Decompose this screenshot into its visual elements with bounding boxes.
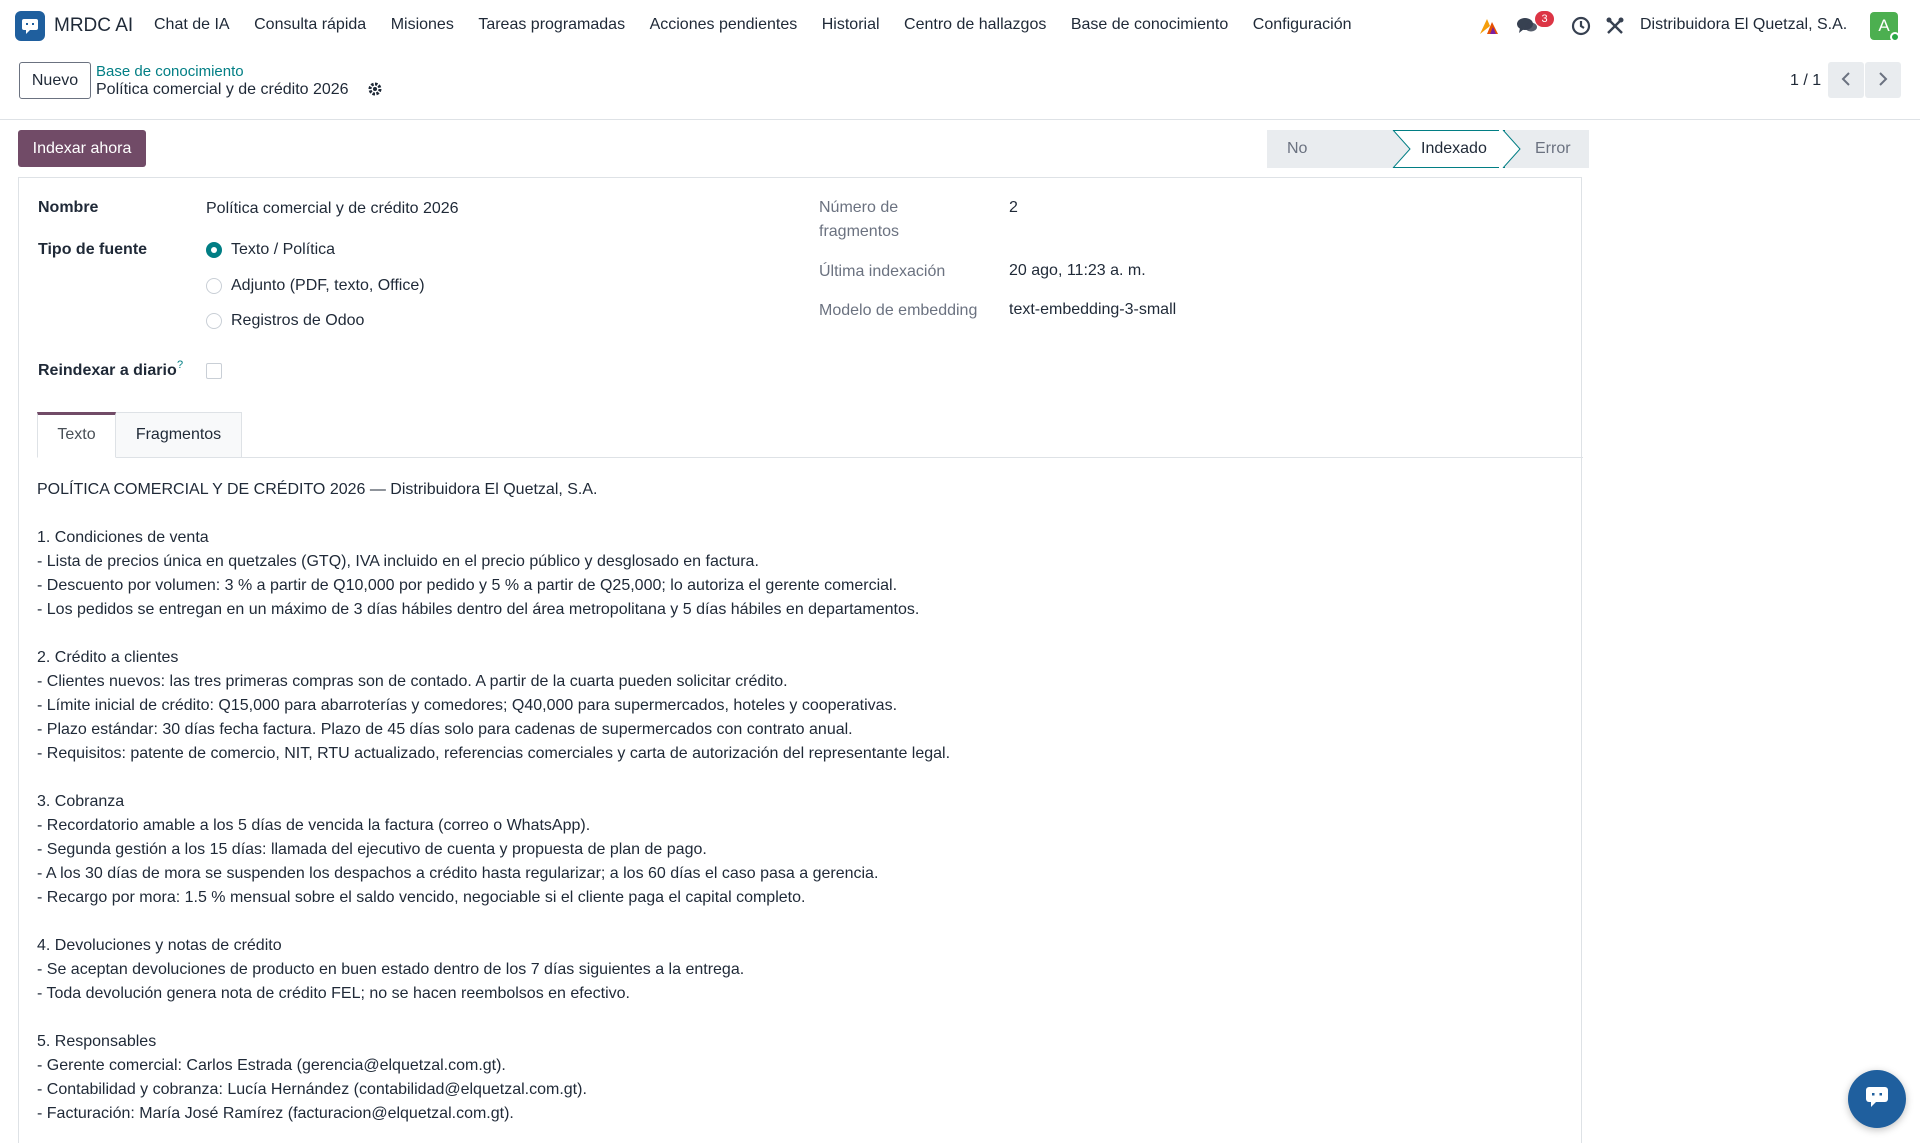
ai-spark-icon[interactable] (1478, 15, 1500, 37)
policy-line: - Contabilidad y cobranza: Lucía Hernández (contabilidad@elquetzal.com.gt). (37, 1081, 587, 1098)
menu-item-missions[interactable]: Misiones (390, 16, 454, 33)
policy-line: - Facturación: María José Ramírez (facturacion@elquetzal.com.gt). (37, 1105, 514, 1122)
chat-launcher-button[interactable] (1848, 1070, 1906, 1128)
source-radio-text[interactable] (206, 242, 222, 258)
policy-line: - Gerente comercial: Carlos Estrada (gerencia@elquetzal.com.gt). (37, 1057, 506, 1074)
policy-line: 4. Devoluciones y notas de crédito (37, 937, 282, 954)
source-type-label: Tipo de fuente (38, 241, 148, 258)
policy-blank-line (37, 622, 1567, 646)
last-index-label: Última indexación (819, 263, 946, 280)
chevron-left-icon (1840, 71, 1852, 90)
policy-text-content[interactable] (37, 478, 1567, 1126)
status-stage-error[interactable]: Error (1505, 130, 1589, 168)
fragments-count-label: Número de fragmentos (819, 199, 900, 240)
reindex-help-tooltip[interactable]: ? (177, 359, 184, 371)
stage-arrow-left (1389, 130, 1411, 168)
clock-icon[interactable] (1570, 15, 1592, 37)
pager-previous[interactable] (1828, 62, 1864, 98)
policy-line: 5. Responsables (37, 1033, 157, 1050)
online-status-dot (1890, 32, 1900, 42)
chat-logo-icon[interactable] (15, 11, 45, 41)
reindex-daily-checkbox[interactable] (206, 363, 222, 379)
policy-line: - Segunda gestión a los 15 días: llamada del ejecutivo de cuenta y propuesta de plan de pago. (37, 841, 707, 858)
source-option-attachment[interactable]: Adjunto (PDF, texto, Office) (231, 277, 425, 294)
tab-text[interactable]: Texto (37, 412, 116, 458)
policy-line: - Recargo por mora: 1.5 % mensual sobre el saldo vencido, negociable si el cliente paga el capital completo. (37, 889, 806, 906)
app-name[interactable]: MRDC AI (54, 15, 134, 36)
status-bar (1267, 130, 1589, 168)
menu-item-quick-query[interactable]: Consulta rápida (254, 16, 367, 33)
index-now-button[interactable]: Indexar ahora (18, 130, 146, 167)
menu-item-scheduled-tasks[interactable]: Tareas programadas (478, 16, 626, 33)
main-menu (154, 16, 1376, 34)
menu-item-knowledge-base[interactable]: Base de conocimiento (1070, 16, 1229, 33)
embedding-model-value: text-embedding-3-small (1009, 301, 1177, 318)
menu-item-history[interactable]: Historial (821, 16, 880, 33)
policy-blank-line (37, 502, 1567, 526)
notebook-tabs (37, 412, 1583, 458)
policy-blank-line (37, 910, 1567, 934)
policy-line: - A los 30 días de mora se suspenden los despachos a crédito hasta regularizar; a los 60 días el caso pasa a gerencia. (37, 865, 879, 882)
menu-item-pending-actions[interactable]: Acciones pendientes (649, 16, 798, 33)
pager-value[interactable]: 1 / 1 (1790, 72, 1822, 89)
policy-line: 2. Crédito a clientes (37, 649, 179, 666)
breadcrumb-parent[interactable]: Base de conocimiento (96, 63, 244, 80)
name-field[interactable]: Política comercial y de crédito 2026 (206, 200, 459, 217)
policy-line: 1. Condiciones de venta (37, 529, 209, 546)
avatar[interactable]: A (1870, 12, 1898, 40)
policy-blank-line (37, 1006, 1567, 1030)
menu-item-findings[interactable]: Centro de hallazgos (904, 16, 1047, 33)
policy-line: - Descuento por volumen: 3 % a partir de Q10,000 por pedido y 5 % a partir de Q25,000; lo autoriza el gerente comercial. (37, 577, 898, 594)
source-option-text[interactable]: Texto / Política (231, 241, 336, 258)
source-radio-attachment[interactable] (206, 278, 222, 294)
policy-line: - Toda devolución genera nota de crédito FEL; no se hacen reembolsos en efectivo. (37, 985, 630, 1002)
policy-line: - Lista de precios única en quetzales (GTQ), IVA incluido en el precio público y desglosado en factura. (37, 553, 759, 570)
top-navbar (0, 0, 1920, 52)
last-index-value: 20 ago, 11:23 a. m. (1009, 262, 1146, 279)
policy-line: - Plazo estándar: 30 días fecha factura. Plazo de 45 días solo para cadenas de supermercados con contrato anual. (37, 721, 853, 738)
policy-line: - Clientes nuevos: las tres primeras compras son de contado. A partir de la cuarta pueden solicitar crédito. (37, 673, 788, 690)
source-radio-odoo[interactable] (206, 313, 222, 329)
control-panel (0, 52, 1920, 120)
gear-icon[interactable] (367, 81, 385, 99)
policy-line: - Recordatorio amable a los 5 días de vencida la factura (correo o WhatsApp). (37, 817, 591, 834)
embedding-model-label: Modelo de embedding (819, 302, 978, 319)
breadcrumb-current: Política comercial y de crédito 2026 (96, 81, 349, 98)
policy-line: 3. Cobranza (37, 793, 125, 810)
policy-line: POLÍTICA COMERCIAL Y DE CRÉDITO 2026 — Distribuidora El Quetzal, S.A. (37, 481, 598, 498)
stage-arrow-right (1499, 130, 1521, 168)
tab-fragments[interactable]: Fragmentos (116, 412, 242, 457)
name-label: Nombre (38, 199, 99, 216)
fragments-count-value: 2 (1009, 199, 1018, 216)
messages-badge: 3 (1535, 11, 1554, 27)
menu-item-chat[interactable]: Chat de IA (154, 16, 230, 33)
menu-item-settings[interactable]: Configuración (1252, 16, 1352, 33)
policy-line: - Los pedidos se entregan en un máximo de 3 días hábiles dentro del área metropolitana y 5 días hábiles en departamentos. (37, 601, 920, 618)
policy-line: - Requisitos: patente de comercio, NIT, RTU actualizado, referencias comerciales y carta de autorización del representante legal. (37, 745, 951, 762)
pager-next[interactable] (1865, 62, 1901, 98)
policy-blank-line (37, 766, 1567, 790)
chat-bubble-icon (1864, 1085, 1890, 1114)
source-option-odoo[interactable]: Registros de Odoo (231, 312, 365, 329)
status-stage-indexed[interactable]: Indexado (1393, 130, 1505, 168)
form-sheet (18, 177, 1582, 1143)
policy-line: - Se aceptan devoluciones de producto en buen estado dentro de los 7 días siguientes a la entrega. (37, 961, 745, 978)
reindex-daily-label: Reindexar a diario (38, 362, 177, 379)
status-stage-not-indexed[interactable]: No (1267, 130, 1393, 168)
policy-line: - Límite inicial de crédito: Q15,000 para abarroterías y comedores; Q40,000 para supermercados, hoteles y cooperativas. (37, 697, 898, 714)
chevron-right-icon (1877, 71, 1889, 90)
tools-icon[interactable] (1604, 15, 1626, 37)
new-button[interactable]: Nuevo (19, 62, 91, 99)
company-switcher[interactable]: Distribuidora El Quetzal, S.A. (1640, 16, 1848, 33)
